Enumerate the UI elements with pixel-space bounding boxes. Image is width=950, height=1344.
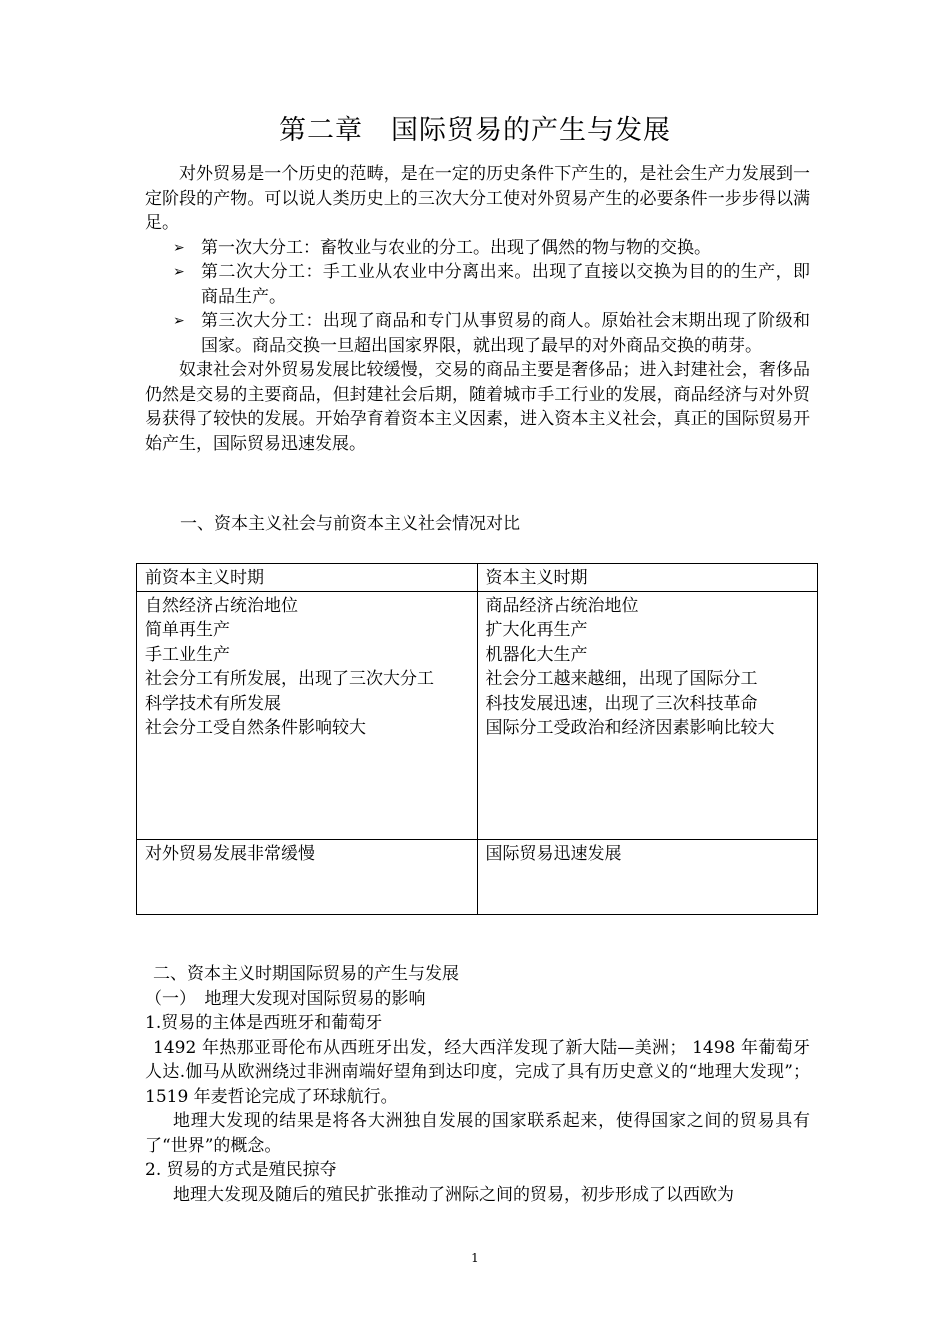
- table-cell-capitalism: [477, 591, 818, 839]
- arrow-bullet-icon: ➢: [173, 264, 185, 280]
- cell-line: 商品经济占统治地位: [485, 595, 639, 616]
- list-item: [145, 260, 810, 309]
- discovery-paragraph: 1492 年热那亚哥伦布从西班牙出发，经大西洋发现了新大陆—美洲； 1498 年葡萄牙人达.伽马从欧洲绕过非洲南端好望角到达印度，完成了具有历史意义的“地理大发现”；1519 年麦哲论完成了环球航行。: [145, 1037, 810, 1107]
- comparison-table: [136, 563, 818, 915]
- section-heading-2: 二、资本主义时期国际贸易的产生与发展: [153, 964, 459, 984]
- table-cell-pre-capitalism: [137, 591, 478, 839]
- table-header-cell: 前资本主义时期: [137, 564, 478, 592]
- table-header-cell: 资本主义时期: [477, 564, 818, 592]
- intro-paragraph: 对外贸易是一个历史的范畴，是在一定的历史条件下产生的，是社会生产力发展到一定阶段的产物。可以说人类历史上的三次大分工使对外贸易产生的必要条件一步步得以满足。: [145, 164, 810, 233]
- table-cell: 对外贸易发展非常缓慢: [137, 839, 478, 914]
- table-cell: 国际贸易迅速发展: [477, 839, 818, 914]
- cell-line: 简单再生产: [145, 620, 230, 640]
- cell-line: 社会分工受自然条件影响较大: [145, 718, 366, 738]
- cell-line: 机器化大生产: [485, 644, 588, 665]
- point-heading: 2. 贸易的方式是殖民掠夺: [145, 1160, 337, 1180]
- cell-line: 社会分工越来越细，出现了国际分工: [485, 669, 758, 689]
- list-item-text: 第二次大分工：手工业从农业中分离出来。出现了直接以交换为目的的生产，即商品生产。: [201, 262, 810, 307]
- history-paragraph: 奴隶社会对外贸易发展比较缓慢，交易的商品主要是奢侈品；进入封建社会，奢侈品仍然是交易的主要商品，但封建社会后期，随着城市手工行业的发展，商品经济与对外贸易获得了较快的发展。开始孕育着资本主义因素，进入资本主义社会，真正的国际贸易开始产生，国际贸易迅速发展。: [145, 360, 810, 454]
- cell-line: 科学技术有所发展: [145, 693, 281, 714]
- table-row: [137, 564, 818, 592]
- arrow-bullet-icon: ➢: [173, 313, 185, 329]
- result-paragraph: 地理大发现的结果是将各大洲独自发展的国家联系起来，使得国家之间的贸易具有了“世界”的概念。: [145, 1111, 810, 1156]
- section-heading-1: 一、资本主义社会与前资本主义社会情况对比: [180, 514, 520, 534]
- colonial-paragraph: 地理大发现及随后的殖民扩张推动了洲际之间的贸易，初步形成了以西欧为: [173, 1184, 734, 1205]
- cell-line: 国际分工受政治和经济因素影响比较大: [485, 718, 775, 738]
- table-row: [137, 839, 818, 914]
- subsection-heading: （一） 地理大发现对国际贸易的影响: [145, 988, 426, 1009]
- list-item: [145, 236, 810, 261]
- page-number: 1: [471, 1251, 479, 1265]
- chapter-title: 第二章 国际贸易的产生与发展: [279, 115, 671, 146]
- table-row: [137, 591, 818, 839]
- cell-line: 社会分工有所发展，出现了三次大分工: [145, 669, 434, 689]
- arrow-bullet-icon: ➢: [173, 239, 185, 256]
- cell-line: 扩大化再生产: [485, 620, 588, 640]
- cell-line: 自然经济占统治地位: [145, 595, 298, 616]
- division-list: [145, 236, 810, 359]
- cell-line: 手工业生产: [145, 644, 230, 665]
- intro-block: [145, 162, 810, 456]
- list-item-text: 第一次大分工：畜牧业与农业的分工。出现了偶然的物与物的交换。: [201, 237, 711, 258]
- list-item: [145, 309, 810, 358]
- cell-line: 科技发展迅速，出现了三次科技革命: [485, 693, 758, 714]
- point-heading: 1.贸易的主体是西班牙和葡萄牙: [145, 1013, 383, 1033]
- section-2-block: [145, 962, 810, 1207]
- list-item-text: 第三次大分工：出现了商品和专门从事贸易的商人。原始社会末期出现了阶级和国家。商品交换一旦超出国家界限，就出现了最早的对外商品交换的萌芽。: [201, 311, 810, 356]
